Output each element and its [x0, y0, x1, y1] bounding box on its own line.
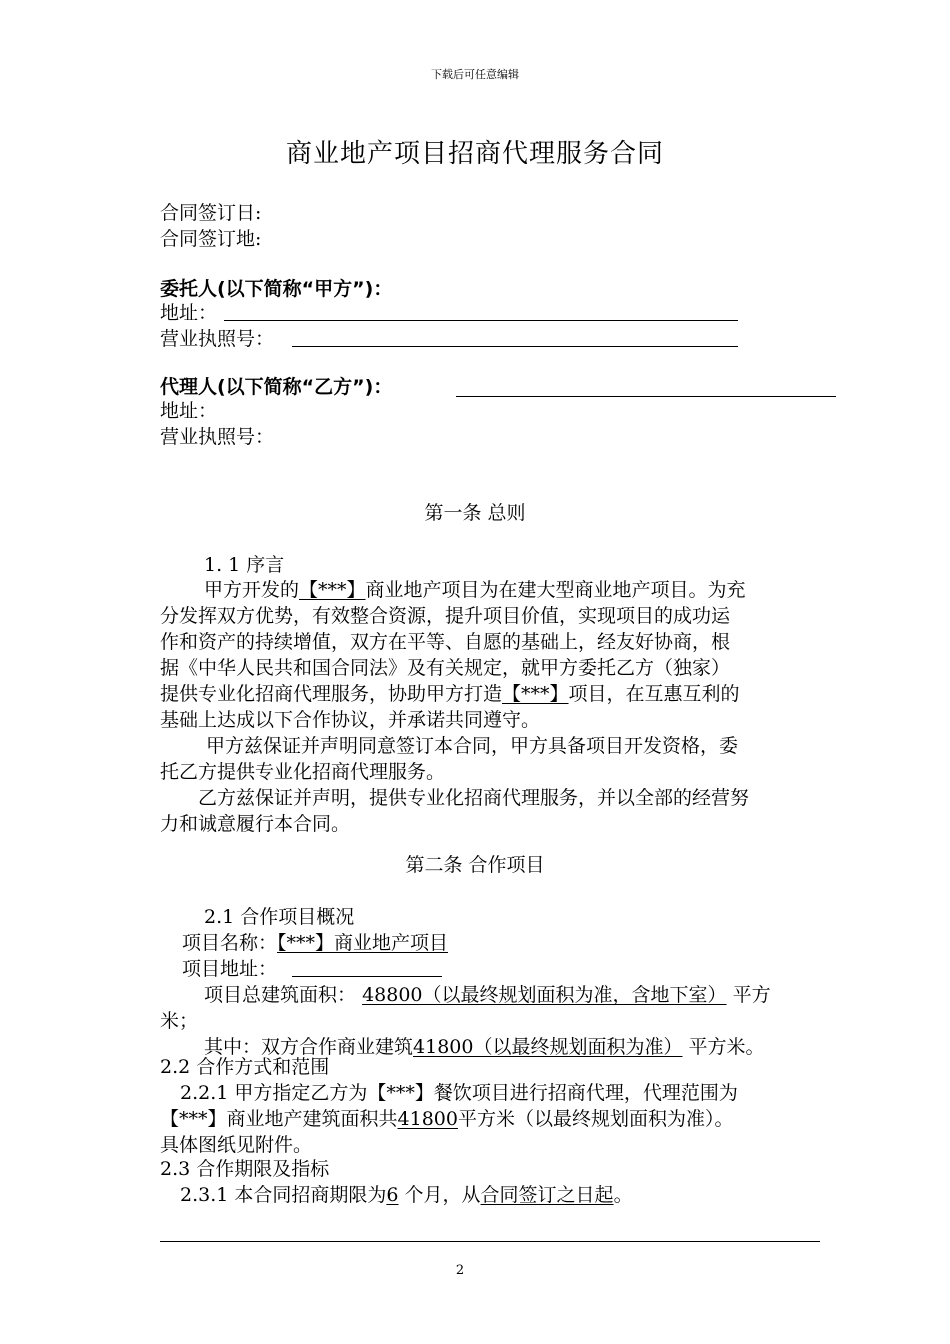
party-a-address-blank	[224, 320, 738, 321]
coop-area: 其中：双方合作商业建筑41800（以最终规划面积为准） 平方米。	[204, 1036, 765, 1058]
section-2-2-1-line3: 具体图纸见附件。	[160, 1134, 313, 1156]
footer-rule	[160, 1241, 820, 1242]
para1-line6: 基础上达成以下合作协议，并承诺共同遵守。	[160, 709, 541, 731]
article2-heading: 第二条 合作项目	[405, 854, 545, 876]
sign-date: 合同签订日:	[160, 202, 262, 224]
article1-heading: 第一条 总则	[424, 502, 526, 524]
para1-line1: 甲方开发的【***】商业地产项目为在建大型商业地产项目。为充	[204, 579, 746, 601]
para3-line1: 乙方兹保证并声明，提供专业化招商代理服务，并以全部的经营努	[198, 787, 750, 809]
para1-line2: 分发挥双方优势，有效整合资源，提升项目价值，实现项目的成功运	[160, 605, 731, 627]
header-note: 下载后可任意编辑	[431, 68, 519, 81]
para2-line2: 托乙方提供专业化招商代理服务。	[160, 761, 446, 783]
total-area-unit: 米；	[160, 1010, 199, 1032]
section-2-3-1: 2.3.1 本合同招商期限为6 个月，从合同签订之日起。	[180, 1184, 633, 1206]
party-a-license-blank	[292, 346, 738, 347]
project-address: 项目地址：	[182, 958, 278, 980]
section-2-3: 2.3 合作期限及指标	[160, 1158, 330, 1180]
section-2-2: 2.2 合作方式和范围	[160, 1056, 330, 1078]
project-name: 项目名称：【***】商业地产项目	[182, 932, 449, 954]
party-b-license: 营业执照号：	[160, 426, 275, 448]
party-b-blank	[456, 396, 836, 397]
section-2-1: 2.1 合作项目概况	[204, 906, 355, 928]
para3-line2: 力和诚意履行本合同。	[160, 813, 351, 835]
section-2-2-1-line2: 【***】商业地产建筑面积共41800平方米（以最终规划面积为准）。	[160, 1108, 734, 1130]
para2-line1: 甲方兹保证并声明同意签订本合同，甲方具备项目开发资格，委	[206, 735, 739, 757]
party-b-address: 地址：	[160, 400, 218, 422]
party-a-heading: 委托人(以下简称“甲方”)：	[160, 278, 393, 300]
para1-line5: 提供专业化招商代理服务，协助甲方打造【***】项目，在互惠互利的	[160, 683, 740, 705]
para1-line4: 据《中华人民共和国合同法》及有关规定，就甲方委托乙方（独家）	[160, 657, 731, 679]
article1-sub: 1. 1 序言	[204, 554, 285, 576]
para1-line3: 作和资产的持续增值，双方在平等、自愿的基础上，经友好协商，根	[160, 631, 731, 653]
page-number: 2	[455, 1263, 465, 1278]
document-title: 商业地产项目招商代理服务合同	[285, 139, 664, 169]
party-b-heading: 代理人(以下简称“乙方”)：	[160, 376, 393, 398]
project-address-blank	[292, 976, 442, 977]
sign-place: 合同签订地:	[160, 228, 262, 250]
party-a-address: 地址：	[160, 302, 218, 324]
total-area: 项目总建筑面积： 48800（以最终规划面积为准，含地下室） 平方	[204, 984, 771, 1006]
party-a-license: 营业执照号：	[160, 328, 275, 350]
section-2-2-1: 2.2.1 甲方指定乙方为【***】餐饮项目进行招商代理，代理范围为	[180, 1082, 738, 1104]
